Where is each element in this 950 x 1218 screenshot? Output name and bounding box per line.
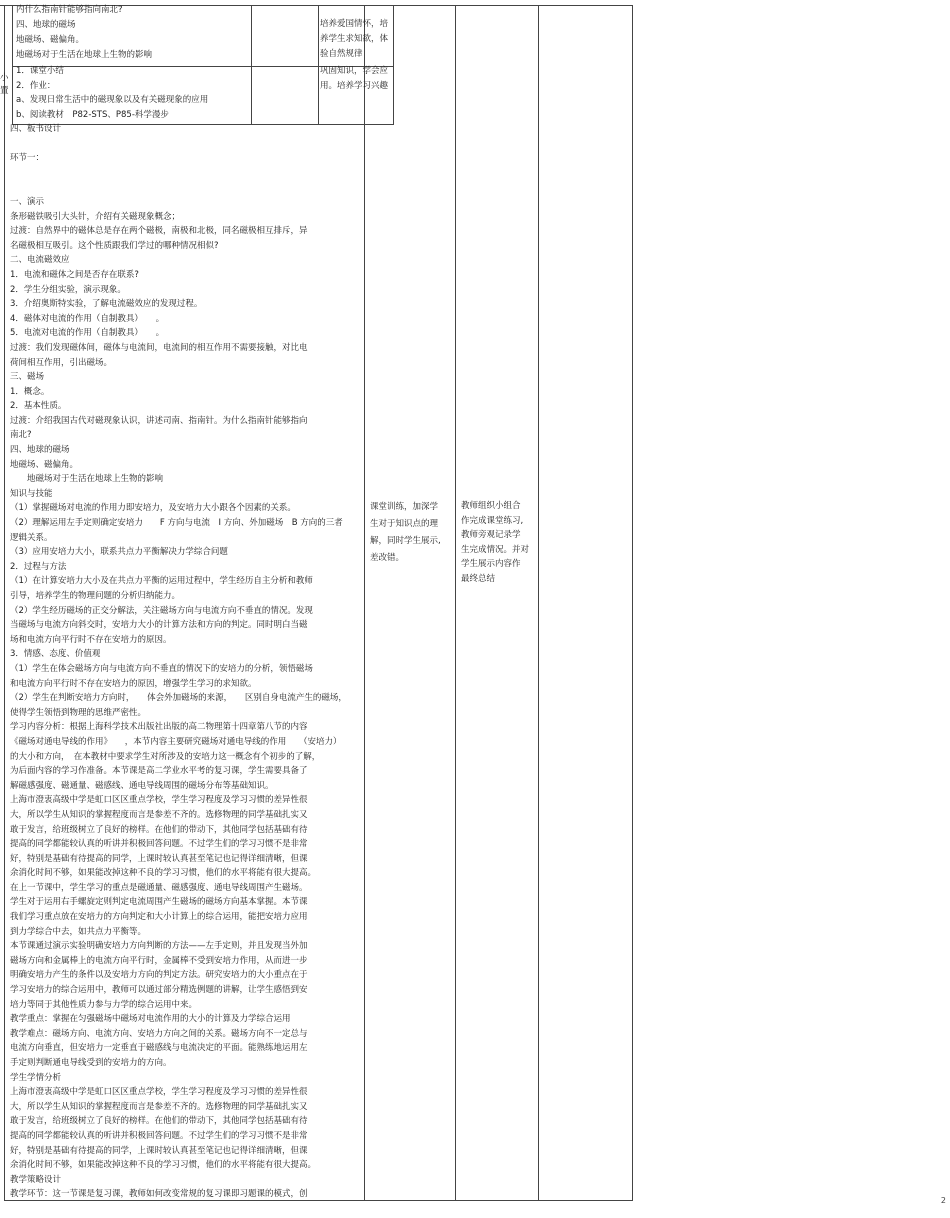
inner-row1-left-line: 地磁场对于生活在地球上生物的影响 <box>16 50 153 60</box>
outer-right-border <box>632 5 633 1201</box>
main-text-line: 一、演示 <box>10 196 45 207</box>
main-text-line: 过渡：自然界中的磁体总是存在两个磁极，南极和北极，同名磁极相互排斥，异 <box>10 226 308 237</box>
main-text-line: （2）学生经历磁场的正交分解法，关注磁场方向与电流方向不垂直的情况。发现 <box>10 605 313 616</box>
main-text-line: 的大小和方向， 在本教材中要求学生对所涉及的安培力这一概念有个初步的了解， <box>10 751 321 762</box>
inner-row1-right-line: 培养爱国情怀，培 <box>320 19 389 29</box>
inner-row2-left-text <box>16 64 208 122</box>
main-text-line: （2）学生在判断安培力方向时， 体会外加磁场的来源， 区别自身电流产生的磁场， <box>10 693 347 704</box>
main-text-line: 学习安培力的综合运用中，教师可以通过部分精选例题的讲解，让学生感悟到安 <box>10 985 308 996</box>
main-text-line: 磁场方向和金属棒上的电流方向平行时，金属棒不受到安培力作用，从而进一步 <box>10 955 308 966</box>
main-text-line: 电流方向垂直，但安培力一定垂直于磁感线与电流决定的平面。能熟练地运用左 <box>10 1043 308 1054</box>
main-text-line: 场和电流方向平行时不存在安培力的原因。 <box>10 634 172 645</box>
main-text-line <box>10 180 347 195</box>
inner-row2-side-char: 小 <box>0 73 9 83</box>
main-text-line: 过渡：我们发现磁体间，磁体与电流间，电流间的相互作用不需要接触，对比电 <box>10 342 308 353</box>
main-text-line: 当磁场与电流方向斜交时，安培力大小的计算方法和方向的判定。同时明白当磁 <box>10 620 308 631</box>
main-text-line: 大，所以学生从知识的掌握程度而言是参差不齐的。选修物理的同学基础扎实又 <box>10 809 308 820</box>
main-text-line: 提高的同学都能较认真的听讲并积极回答问题。不过学生们的学习习惯不是非常 <box>10 839 308 850</box>
main-text-line: 《磁场对通电导线的作用》 ，本节内容主要研究磁场对通电导线的作用 （安培力） <box>10 736 342 747</box>
outer-left-border <box>4 5 5 1201</box>
main-text-line: 条形磁铁吸引大头针，介绍有关磁现象概念； <box>10 211 181 222</box>
main-text-line: （1）在计算安培力大小及在共点力平衡的运用过程中，学生经历自主分析和教师 <box>10 576 313 587</box>
inner-row2-right-line: 用。培养学习兴趣 <box>320 81 389 91</box>
main-text-line: 教学环节：这一节课是复习课，教师如何改变常规的复习课即习题课的模式，创 <box>10 1189 308 1200</box>
inner-row1-right-line: 养学生求知欲，体 <box>320 34 389 44</box>
main-text-line: 3．情感、态度、价值观 <box>10 649 101 660</box>
inner-row2-right-text <box>320 64 388 94</box>
main-text-line: 2．过程与方法 <box>10 561 67 572</box>
activity-design-text <box>370 499 441 567</box>
inner-table-col-a <box>251 5 252 125</box>
col-divider-2 <box>455 5 456 1201</box>
main-text-line: 南北? <box>10 430 32 441</box>
main-text-line: 名磁极相互吸引。这个性质跟我们学过的哪种情况相似? <box>10 240 219 251</box>
main-text-line: 教学重点：掌握在匀强磁场中磁场对电流作用的大小的计算及力学综合运用 <box>10 1014 291 1025</box>
main-text-line: 逻辑关系。 <box>10 532 53 543</box>
inner-table-right <box>393 5 394 125</box>
main-text-line: 本节课通过演示实验明确安培力方向判断的方法——左手定则，并且发现当外加 <box>10 941 308 952</box>
inner-table-left <box>12 5 13 125</box>
activity-design-line: 课堂训练，加深学 <box>370 502 439 512</box>
main-text-line: 3．介绍奥斯特实验，了解电流磁效应的发现过程。 <box>10 299 203 310</box>
main-text-line: 敢于发言，给班级树立了良好的榜样。在他们的带动下，其他同学包括基础有待 <box>10 824 308 835</box>
inner-row1-left-text <box>16 3 152 63</box>
main-text-line: 4．磁体对电流的作用（自制教具） 。 <box>10 313 165 324</box>
main-text-line: 四、地球的磁场 <box>10 445 70 456</box>
main-text-line: 解磁感强度、磁通量、磁感线、通电导线周围的磁场分布等基础知识。 <box>10 780 274 791</box>
main-text-line: 到力学综合中去，如共点力平衡等。 <box>10 926 147 937</box>
main-text-line: 环节一： <box>10 153 45 164</box>
main-text-line: 知识与技能 <box>10 488 53 499</box>
main-text-line: 在上一节课中，学生学习的重点是磁通量、磁感强度、通电导线周围产生磁场。 <box>10 882 308 893</box>
main-text-line: 学习内容分析：根据上海科学技术出版社出版的高二物理第十四章第八节的内容 <box>10 722 308 733</box>
activity-design-line: 生对于知识点的理 <box>370 519 439 529</box>
main-text-line: 四、板书设计 <box>10 124 62 134</box>
main-text-line: 1．概念。 <box>10 386 50 397</box>
inner-row2-side-text <box>0 72 9 98</box>
main-text-line: 余消化时间不够，如果能改掉这种不良的学习习惯，他们的水平将能有很大提高。 <box>10 868 317 879</box>
main-text-line: （1）学生在体会磁场方向与电流方向不垂直的情况下的安培力的分析，领悟磁场 <box>10 663 313 674</box>
main-text-line: （2）理解运用左手定则确定安培力 F 方向与电流 I 方向、外加磁场 B 方向的三者 <box>10 518 343 529</box>
main-text-line: 2．基本性质。 <box>10 401 67 412</box>
main-text-line: 好，特别是基础有待提高的同学，上课时较认真甚至笔记也记得详细清晰，但课 <box>10 1145 308 1156</box>
inner-table-col-b <box>318 5 319 125</box>
inner-row1-left-line: 内什么指南针能够指向南北? <box>16 5 123 15</box>
activity-design-line: 差改错。 <box>370 553 405 563</box>
main-text-line: 好，特别是基础有待提高的同学，上课时较认真甚至笔记也记得详细清晰，但课 <box>10 853 308 864</box>
main-text-line: 明确安培力产生的条件以及安培力方向的判定方法。研究安培力的大小重点在于 <box>10 970 308 981</box>
main-text-line: 二、电流磁效应 <box>10 255 70 266</box>
col-divider-3 <box>538 5 539 1201</box>
inner-row1-left-line: 四、地球的磁场 <box>16 20 76 30</box>
main-text-line: 余消化时间不够，如果能改掉这种不良的学习习惯，他们的水平将能有很大提高。 <box>10 1160 317 1171</box>
main-text-line: 5．电流对电流的作用（自制教具） 。 <box>10 328 165 339</box>
main-text-line: 荷间相互作用，引出磁场。 <box>10 357 113 368</box>
main-text-line: 学生对于运用右手螺旋定则判定电流周围产生磁场的磁场方向基本掌握。本节课 <box>10 897 308 908</box>
teacher-activity-line: 生完成情况。并对 <box>461 544 530 555</box>
main-text-line: 1．电流和磁体之间是否存在联系? <box>10 269 139 280</box>
main-text-line: 引导，培养学生的物理问题的分析归纳能力。 <box>10 591 181 601</box>
main-text-line: 2．学生分组实验，演示现象。 <box>10 284 126 295</box>
inner-row2-right-line: 巩固知识，学会应 <box>320 66 389 76</box>
page-number: 2 <box>940 1196 946 1205</box>
main-text-line: 教学难点：磁场方向、电流方向、安培力方向之间的关系。磁场方向不一定总与 <box>10 1028 308 1039</box>
main-text-line: 培力等同于其他性质力参与力学的综合运用中来。 <box>10 999 198 1010</box>
main-text-line <box>10 137 347 152</box>
main-text-line <box>10 166 347 181</box>
inner-row1-right-line: 验自然规律 <box>320 49 363 59</box>
main-text-line: 和电流方向平行时不存在安培力的原因，增强学生学习的求知欲。 <box>10 678 257 689</box>
inner-row2-left-line: b、阅读教材 P82-STS、P85-科学漫步 <box>16 109 169 120</box>
main-text-line: 上海市澄衷高级中学是虹口区区重点学校，学生学习程度及学习习惯的差异性很 <box>10 795 308 806</box>
main-text-line: 大，所以学生从知识的掌握程度而言是参差不齐的。选修物理的同学基础扎实又 <box>10 1101 308 1112</box>
teacher-activity-line: 教师组织小组合 <box>461 501 521 511</box>
main-text-line: 教学策略设计 <box>10 1174 62 1185</box>
main-text-line: 地磁场、磁偏角。 <box>10 459 79 470</box>
main-text-line: 提高的同学都能较认真的听讲并积极回答问题。不过学生们的学习习惯不是非常 <box>10 1130 308 1141</box>
inner-row1-right-text <box>320 17 388 62</box>
activity-design-line: 解，同时学生展示, <box>370 536 441 546</box>
main-text-column <box>10 122 347 1202</box>
main-text-line: 我们学习重点放在安培力的方向判定和大小计算上的综合运用，能把安培力应用 <box>10 912 308 923</box>
teacher-activity-line: 最终总结 <box>461 573 496 584</box>
col-divider-1 <box>364 5 365 1201</box>
teacher-activity-line: 学生展示内容作 <box>461 559 521 570</box>
teacher-activity-text <box>461 499 529 587</box>
inner-row1-left-line: 地磁场、磁偏角。 <box>16 35 85 45</box>
teacher-activity-line: 作完成课堂练习, <box>461 515 524 526</box>
main-text-line: 过渡：介绍我国古代对磁现象认识，讲述司南、指南针。为什么指南针能够指向 <box>10 415 308 426</box>
teacher-activity-line: 教师旁观记录学 <box>461 530 521 541</box>
inner-row2-left-line: a、发现日常生活中的磁现象以及有关磁现象的应用 <box>16 95 209 105</box>
inner-row2-left-line: 2．作业： <box>16 80 56 91</box>
main-text-line: 使得学生领悟到物理的思维严密性。 <box>10 707 147 718</box>
main-text-line: 学生学情分析 <box>10 1072 62 1083</box>
inner-row2-left-line: 1．课堂小结 <box>16 66 64 76</box>
main-text-line: 上海市澄衷高级中学是虹口区区重点学校，学生学习程度及学习习惯的差异性很 <box>10 1087 308 1098</box>
main-text-line: 敢于发言，给班级树立了良好的榜样。在他们的带动下，其他同学包括基础有待 <box>10 1116 308 1127</box>
main-text-line: 地磁场对于生活在地球上生物的影响 <box>10 474 164 485</box>
inner-row2-side-char: 置 <box>0 86 9 96</box>
main-text-line: 三、磁场 <box>10 372 45 383</box>
main-text-line: （1）掌握磁场对电流的作用力即安培力，及安培力大小跟各个因素的关系。 <box>10 503 296 514</box>
main-text-line: 手定则判断通电导线受到的安培力的方向。 <box>10 1058 172 1068</box>
main-text-line: 为后面内容的学习作准备。本节课是高二学业水平考的复习课，学生需要具备了 <box>10 766 308 777</box>
main-text-line: （3）应用安培力大小，联系共点力平衡解决力学综合问题 <box>10 547 228 558</box>
